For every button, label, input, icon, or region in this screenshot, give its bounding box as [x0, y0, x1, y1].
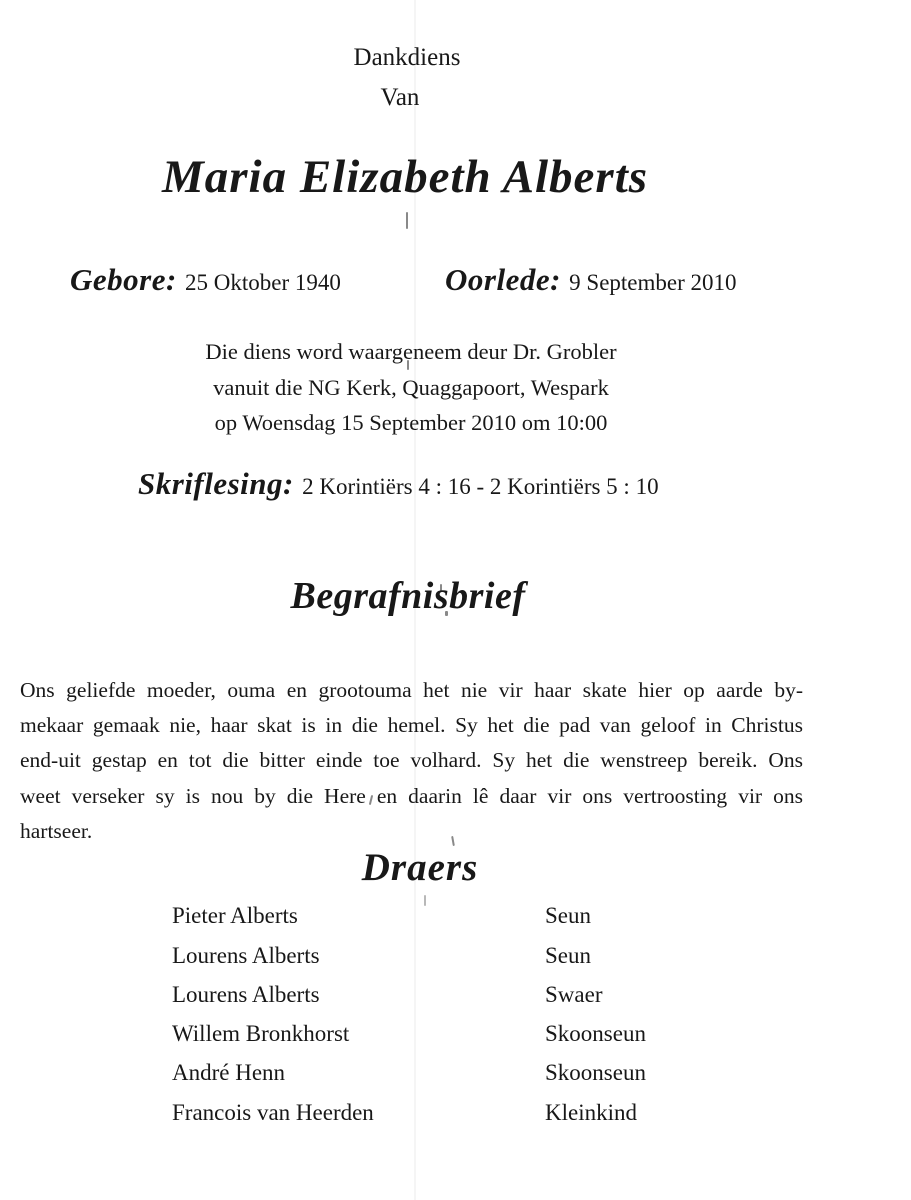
service-details — [0, 334, 822, 441]
preposition-line: Van — [380, 84, 420, 111]
tribute-line: mekaar gemaak nie, haar skat is in die hemel. Sy het die pad van geloof in Christus — [20, 713, 803, 738]
pallbearer-name: Lourens Alberts — [172, 982, 320, 1007]
pallbearer-row — [172, 1100, 772, 1126]
tribute-line: weet verseker sy is nou by die Here en daarin lê daar vir ons vertroosting vir ons — [20, 783, 803, 808]
pallbearer-name: André Henn — [172, 1060, 286, 1085]
pallbearer-row — [172, 943, 772, 969]
pallbearer-name: Lourens Alberts — [172, 943, 320, 968]
pallbearer-row — [172, 903, 772, 929]
tribute-paragraph — [20, 673, 803, 849]
scan-mark — [406, 212, 408, 229]
pallbearer-name: Pieter Alberts — [172, 903, 298, 928]
died-entry — [445, 262, 737, 298]
born-entry — [70, 262, 341, 298]
service-details-line: op Woensdag 15 September 2010 om 10:00 — [214, 410, 608, 435]
born-label: Gebore: — [70, 262, 186, 297]
tribute-heading: Begrafnisbrief — [290, 575, 526, 617]
tribute-line: end-uit gestap en tot die bitter einde toe volhard. Sy het die wenstreep bereik. Ons — [20, 748, 803, 773]
service-details-line: vanuit die NG Kerk, Quaggapoort, Wespark — [213, 374, 609, 400]
pallbearers-heading: Draers — [361, 846, 479, 889]
service-details-line: Die diens word waargeneem deur Dr. Grobler — [205, 339, 617, 364]
scripture-reference: 2 Korintiërs 4 : 16 - 2 Korintiërs 5 : 10 — [302, 474, 659, 499]
pallbearer-relation: Seun — [545, 943, 591, 968]
pallbearer-name: Willem Bronkhorst — [172, 1021, 350, 1046]
pallbearer-row — [172, 982, 772, 1008]
pallbearer-name: Francois van Heerden — [172, 1100, 374, 1125]
born-date: 25 Oktober 1940 — [185, 270, 341, 295]
pallbearer-row — [172, 1060, 772, 1086]
died-date: 9 September 2010 — [569, 270, 737, 295]
died-label: Oorlede: — [445, 262, 570, 297]
tribute-line: hartseer. — [20, 818, 93, 843]
pallbearer-relation: Skoonseun — [545, 1060, 646, 1085]
pallbearer-relation: Seun — [545, 903, 591, 928]
deceased-name: Maria Elizabeth Alberts — [161, 151, 649, 203]
pallbearer-relation: Swaer — [545, 982, 603, 1007]
scripture-label: Skriflesing: — [138, 466, 303, 501]
pallbearer-relation: Kleinkind — [545, 1100, 637, 1125]
pallbearer-relation: Skoonseun — [545, 1021, 646, 1046]
service-type-title: Dankdiens — [353, 44, 461, 71]
tribute-line: Ons geliefde moeder, ouma en grootouma het nie vir haar skate hier op aarde by- — [20, 678, 803, 702]
pallbearer-row — [172, 1021, 772, 1047]
scripture-reading — [138, 466, 659, 502]
